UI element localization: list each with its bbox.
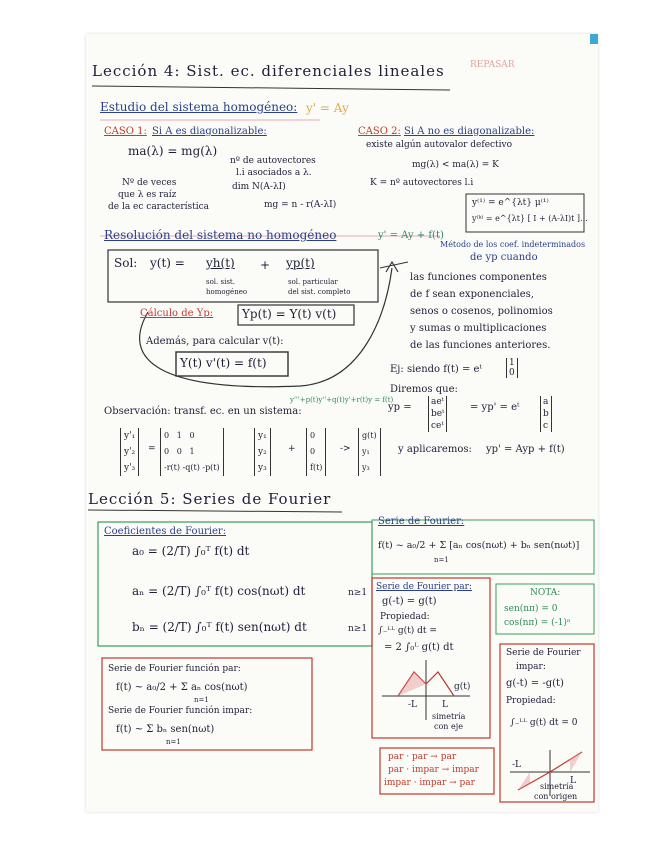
- mat-coef: 0 1 0 0 0 1 -r(t) -q(t) -p(t): [160, 428, 224, 476]
- homog-small-label: homogéneo: [206, 288, 248, 296]
- mat-g: g(t) y₁ y₃: [358, 428, 381, 476]
- calc-yp-label: Cálculo de Yp:: [140, 308, 214, 319]
- a0-formula: a₀ = (2/T) ∫₀ᵀ f(t) dt: [132, 544, 250, 558]
- nohomog-title: Resolución del sistema no homogéneo: [104, 228, 337, 242]
- impar-int: ∫₋ᴸᴸ g(t) dt = 0: [510, 718, 578, 728]
- homog-eq: y' = Ay: [306, 101, 349, 115]
- an-formula: aₙ = (2/T) ∫₀ᵀ f(t) cos(nωt) dt: [132, 584, 306, 598]
- ybox-line1: y⁽¹⁾ = e^{λt} μ⁽¹⁾: [472, 198, 549, 208]
- par-prop: Propiedad:: [380, 612, 430, 622]
- dimN-label: dim N(A-λI): [232, 182, 286, 192]
- an-range: n≥1: [348, 588, 368, 598]
- obs-label: Observación: transf. ec. en un sistema:: [104, 406, 302, 417]
- par-fig-cap1: simetría: [432, 712, 466, 721]
- sol-label: Sol:: [114, 256, 138, 270]
- ej-label: Ej: siendo f(t) = eᵗ: [390, 364, 482, 375]
- impar-title1: Serie de Fourier: [506, 648, 581, 658]
- impar-prop: Propiedad:: [506, 696, 556, 706]
- bn-formula: bₙ = (2/T) ∫₀ᵀ f(t) sen(nωt) dt: [132, 620, 307, 634]
- metodo-label: Método de los coef. indeterminados: [440, 240, 586, 249]
- impar-title2: impar:: [516, 662, 546, 672]
- nohomog-eq: y' = Ay + f(t): [378, 230, 444, 241]
- serie-sum-index: n=1: [434, 556, 449, 564]
- cond-line3: senos o cosenos, polinomios: [410, 306, 553, 317]
- impar-g: g(-t) = -g(t): [506, 678, 564, 689]
- cond-line1: las funciones componentes: [410, 272, 547, 283]
- nota-title: NOTA:: [530, 588, 561, 598]
- nota-line1: sen(nπ) = 0: [504, 604, 558, 614]
- serie-eq: f(t) ~ a₀/2 + Σ [aₙ cos(nωt) + bₙ sen(nωt)]: [378, 540, 580, 551]
- yv-formula: Y(t) v'(t) = f(t): [180, 356, 267, 370]
- de-yp-label: de yp cuando: [470, 252, 538, 263]
- yh-term: yh(t): [206, 256, 235, 270]
- caso2-text: Si A no es diagonalizable:: [404, 126, 535, 137]
- delsist-label: del sist. completo: [288, 288, 351, 296]
- yp-vector: aeᵗ beᵗ ceᵗ: [428, 396, 447, 432]
- aplicaremos-label: y aplicaremos:: [398, 444, 472, 455]
- bn-range: n≥1: [348, 624, 368, 634]
- par-fig-mL: -L: [408, 700, 418, 710]
- nota-line2: cos(nπ) = (-1)ⁿ: [504, 618, 571, 628]
- obs-green-eq: y'''+p(t)y''+q(t)y'+r(t)y = f(t): [290, 396, 394, 404]
- impar-mL: -L: [512, 760, 522, 770]
- fpar-sum-index: n=1: [194, 696, 209, 704]
- yp-formula: Yp(t) = Y(t) v(t): [242, 307, 337, 321]
- mgma-eq: mg(λ) < ma(λ) = K: [412, 160, 499, 170]
- par-int2: = 2 ∫₀ᴸ g(t) dt: [384, 642, 454, 653]
- mat-f: 0 0 f(t): [306, 428, 326, 476]
- serie-title: Serie de Fourier:: [378, 516, 465, 527]
- par-title: Serie de Fourier par:: [376, 582, 472, 592]
- raiz-label: que λ es raíz: [118, 190, 177, 200]
- cond-line4: y sumas o multiplicaciones: [410, 323, 547, 334]
- fimpar-sum-index: n=1: [166, 738, 181, 746]
- yp-app-eq: yp' = Ayp + f(t): [486, 444, 565, 455]
- impar-cap2: con origen: [534, 792, 578, 801]
- sol-eq: y(t) =: [150, 256, 185, 270]
- cond-line5: de las funciones anteriores.: [410, 340, 551, 351]
- diremos-label: Diremos que:: [390, 384, 458, 395]
- impar-cap1: simetría: [540, 782, 574, 791]
- rule-impar-impar: impar · impar → par: [384, 778, 475, 788]
- par-g: g(-t) = g(t): [382, 596, 437, 607]
- nautov-label: nº de autovectores: [230, 156, 316, 166]
- mg-eq: mg = n - r(A-λI): [264, 200, 337, 210]
- existe-label: existe algún autovalor defectivo: [366, 140, 513, 150]
- ej-vector: 1 0: [506, 358, 518, 378]
- mat-arrow: ->: [340, 444, 351, 454]
- fpar-eq: f(t) ~ a₀/2 + Σ aₙ cos(nωt): [116, 682, 248, 693]
- cond-line2: de f sean exponenciales,: [410, 289, 534, 300]
- par-fig-L: L: [442, 700, 448, 710]
- repasar-note: REPASAR: [470, 60, 515, 70]
- caso1-label: CASO 1:: [104, 126, 147, 137]
- caso1-text: Si A es diagonalizable:: [152, 126, 267, 137]
- rule-par-par: par · par → par: [388, 752, 457, 762]
- impar-L: L: [570, 776, 576, 786]
- lesson4-title: Lección 4: Sist. ec. diferenciales lineales: [92, 62, 445, 80]
- knum-label: K = nº autovectores l.i: [370, 178, 474, 188]
- coef-title: Coeficientes de Fourier:: [104, 526, 227, 537]
- mat-y: y₁ y₂ y₃: [254, 428, 271, 476]
- ybox-line2: y⁽ᵏ⁾ = e^{λt} [ I + (A-λI)t ]...: [472, 214, 588, 223]
- yp-term: yp(t): [286, 256, 315, 270]
- lesson5-title: Lección 5: Series de Fourier: [88, 490, 332, 508]
- abc-vector: a b c: [540, 396, 552, 432]
- solsist-label: sol. sist.: [206, 278, 235, 286]
- yp-vec-lhs: yp =: [388, 402, 412, 413]
- solpart-label: sol. particular: [288, 278, 338, 286]
- mat-eq-sign: =: [148, 444, 156, 454]
- ec-car-label: de la ec característica: [108, 202, 210, 212]
- homog-title: Estudio del sistema homogéneo:: [100, 100, 298, 114]
- par-fig-label: g(t): [454, 682, 471, 692]
- fimpar-eq: f(t) ~ Σ bₙ sen(nωt): [116, 724, 215, 735]
- par-int: ∫₋ᴸᴸ g(t) dt =: [378, 626, 437, 636]
- ademas-label: Además, para calcular v(t):: [146, 336, 284, 347]
- mat-lhs: y'₁ y'₂ y'₃: [120, 428, 139, 476]
- fpar-title: Serie de Fourier función par:: [108, 664, 241, 674]
- mat-plus: +: [288, 444, 296, 454]
- rule-par-impar: par · impar → impar: [388, 765, 479, 775]
- caso2-label: CASO 2:: [358, 126, 401, 137]
- yp-prime-eq: = yp' = eᵗ: [470, 402, 520, 413]
- par-fig-cap2: con eje: [434, 722, 463, 731]
- ma-eq: ma(λ) = mg(λ): [128, 144, 218, 158]
- sol-plus: +: [260, 258, 271, 272]
- li-asoc-label: l.i asociados a λ.: [236, 168, 312, 178]
- nveces-label: Nº de veces: [122, 178, 177, 188]
- fimpar-title: Serie de Fourier función impar:: [108, 706, 253, 716]
